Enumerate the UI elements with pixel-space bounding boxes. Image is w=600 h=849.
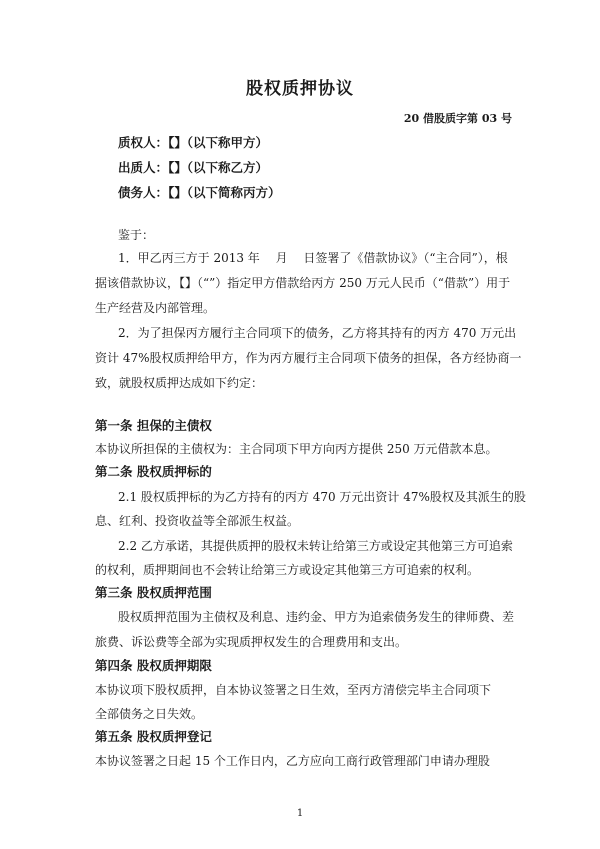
article-2-1-line-1: 2.1 股权质押标的为乙方持有的丙方 470 万元出资计 47%股权及其派生的股 (118, 490, 526, 504)
whereas-2-line-2: 资计 47%股权质押给甲方，作为丙方履行主合同项下债务的担保，各方经协商一 (95, 351, 522, 365)
party-pledgor: 出质人：【】（以下称乙方） (118, 160, 269, 175)
article-5-line-1: 本协议签署之日起 15 个工作日内，乙方应向工商行政管理部门申请办理股 (95, 754, 490, 768)
article-1-heading: 第一条 担保的主债权 (95, 418, 212, 433)
party-pledgee: 质权人：【】（以下称甲方） (118, 135, 269, 150)
article-1-body: 本协议所担保的主债权为：主合同项下甲方向丙方提供 250 万元借款本息。 (95, 442, 498, 456)
article-4-heading: 第四条 股权质押期限 (95, 658, 212, 673)
page-title: 股权质押协议 (246, 79, 354, 99)
whereas-1-line-1: 1．甲乙丙三方于 2013 年 月 日签署了《借款协议》（“主合同”），根 (118, 251, 508, 265)
article-3-heading: 第三条 股权质押范围 (95, 585, 212, 600)
party-debtor: 债务人：【】（以下简称丙方） (118, 185, 281, 200)
article-2-2-line-1: 2.2 乙方承诺，其提供质押的股权未转让给第三方或设定其他第三方可追索 (118, 539, 513, 553)
whereas-label: 鉴于： (118, 228, 155, 242)
article-2-1-line-2: 息、红利、投资收益等全部派生权益。 (95, 514, 300, 528)
article-2-heading: 第二条 股权质押标的 (95, 464, 212, 479)
article-4-line-1: 本协议项下股权质押，自本协议签署之日生效，至丙方清偿完毕主合同项下 (95, 683, 492, 697)
article-4-line-2: 全部债务之日失效。 (95, 707, 204, 721)
whereas-1-line-2: 据该借款协议，【】（“”）指定甲方借款给丙方 250 万元人民币（“借款”）用于 (95, 276, 511, 290)
whereas-2-line-1: 2．为了担保丙方履行主合同项下的债务，乙方将其持有的丙方 470 万元出 (118, 326, 517, 340)
article-3-line-1: 股权质押范围为主债权及利息、违约金、甲方为追索债务发生的律师费、差 (118, 610, 515, 624)
page-number: 1 (296, 808, 304, 819)
article-5-heading: 第五条 股权质押登记 (95, 729, 212, 744)
article-2-2-line-2: 的权利，质押期间也不会转让给第三方或设定其他第三方可追索的权利。 (95, 563, 480, 577)
document-number: 20 借股质字第 03 号 (403, 112, 512, 125)
whereas-2-line-3: 致，就股权质押达成如下约定： (95, 376, 264, 390)
article-3-line-2: 旅费、诉讼费等全部为实现质押权发生的合理费用和支出。 (95, 635, 408, 649)
whereas-1-line-3: 生产经营及内部管理。 (95, 301, 216, 315)
